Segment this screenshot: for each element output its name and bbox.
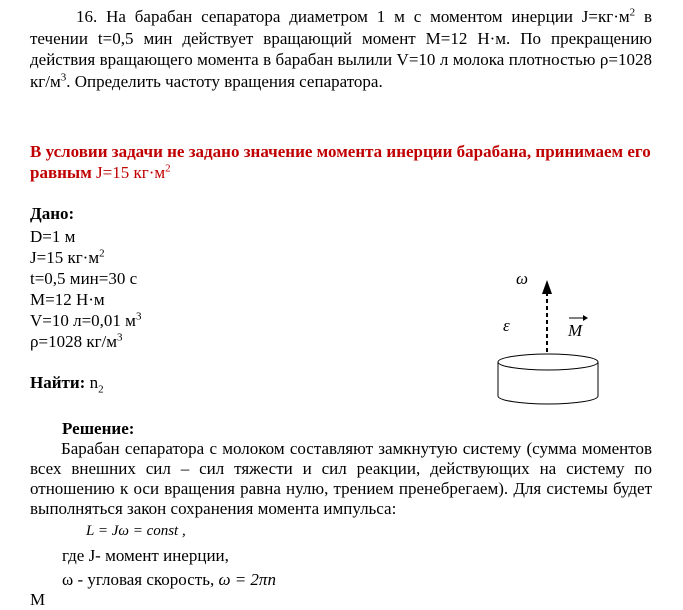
problem-sup-1: 2 — [629, 6, 636, 19]
find-value: n — [85, 373, 99, 392]
note-bold-text: В условии задачи не задано значение момента инерции барабана, принимаем его равным — [30, 142, 651, 182]
note-value-sup: 2 — [165, 162, 171, 175]
where-line: где J- момент инерции, — [62, 546, 229, 565]
moment-label: M — [568, 321, 583, 340]
solution-paragraph — [30, 439, 652, 519]
problem-sup-2: 3 — [60, 70, 67, 83]
omega-text: ω - угловая скорость, — [62, 570, 219, 589]
solution-title: Решение: — [62, 419, 135, 438]
axis-arrow-icon — [542, 280, 552, 294]
given-item-text: М=12 Н·м — [30, 290, 105, 309]
epsilon-label: ε — [503, 316, 510, 335]
problem-line-2: в течении t=0,5 мин действует вращающий момент М=12 Н·м. По прекращению действия вращающего момента в барабан вылили V=10 л молока плотностью ρ=1028 кг/м — [30, 7, 653, 91]
moment-vector-head — [583, 315, 588, 321]
given-item-sup: 3 — [135, 310, 142, 323]
assumption-note — [30, 141, 652, 183]
omega-formula: ω = 2πn — [218, 570, 276, 589]
solution-text: Барабан сепаратора с молоком составляют замкнутую систему (сумма моментов всех внешних сил – сил тяжести и сил реакции, действующих на систему по отношению к оси вращения равна нулю, трением пренебрегаем). Для системы будет выполняться закон сохранения момента импульса: — [30, 439, 652, 518]
problem-line-1: 16. На барабан сепаратора диаметром 1 м с моментом инерции J=кг·м — [76, 7, 630, 26]
given-item — [30, 226, 141, 247]
given-item-text: J=15 кг·м — [30, 248, 100, 267]
given-item — [30, 247, 141, 268]
drum-top-ellipse — [498, 354, 598, 370]
given-item — [30, 310, 141, 331]
omega-line — [62, 570, 276, 590]
given-item-sup: 3 — [117, 331, 123, 344]
given-item — [30, 268, 141, 289]
find-label: Найти: — [30, 373, 86, 392]
given-item-text: D=1 м — [30, 227, 76, 246]
given-item-sup: 2 — [99, 247, 105, 260]
find-line — [30, 373, 104, 396]
given-item-text: V=10 л=0,01 м — [30, 311, 136, 330]
given-item — [30, 331, 141, 352]
omega-label: ω — [516, 269, 529, 288]
problem-line-3: . Определить частоту вращения сепаратора. — [66, 71, 383, 91]
drum-bottom-edge — [498, 396, 598, 404]
given-title: Дано: — [30, 204, 75, 223]
momentum-formula: L = Jω = const , — [86, 523, 186, 539]
separator-drum-diagram — [490, 266, 620, 406]
given-item — [30, 289, 141, 310]
note-value: J=15 кг·м — [96, 163, 166, 182]
next-line: М — [30, 590, 46, 609]
find-sub: 2 — [98, 383, 104, 396]
given-item-text: t=0,5 мин=30 с — [30, 269, 138, 288]
given-list — [30, 226, 141, 352]
given-item-text: ρ=1028 кг/м — [30, 332, 118, 351]
problem-statement — [30, 6, 652, 92]
